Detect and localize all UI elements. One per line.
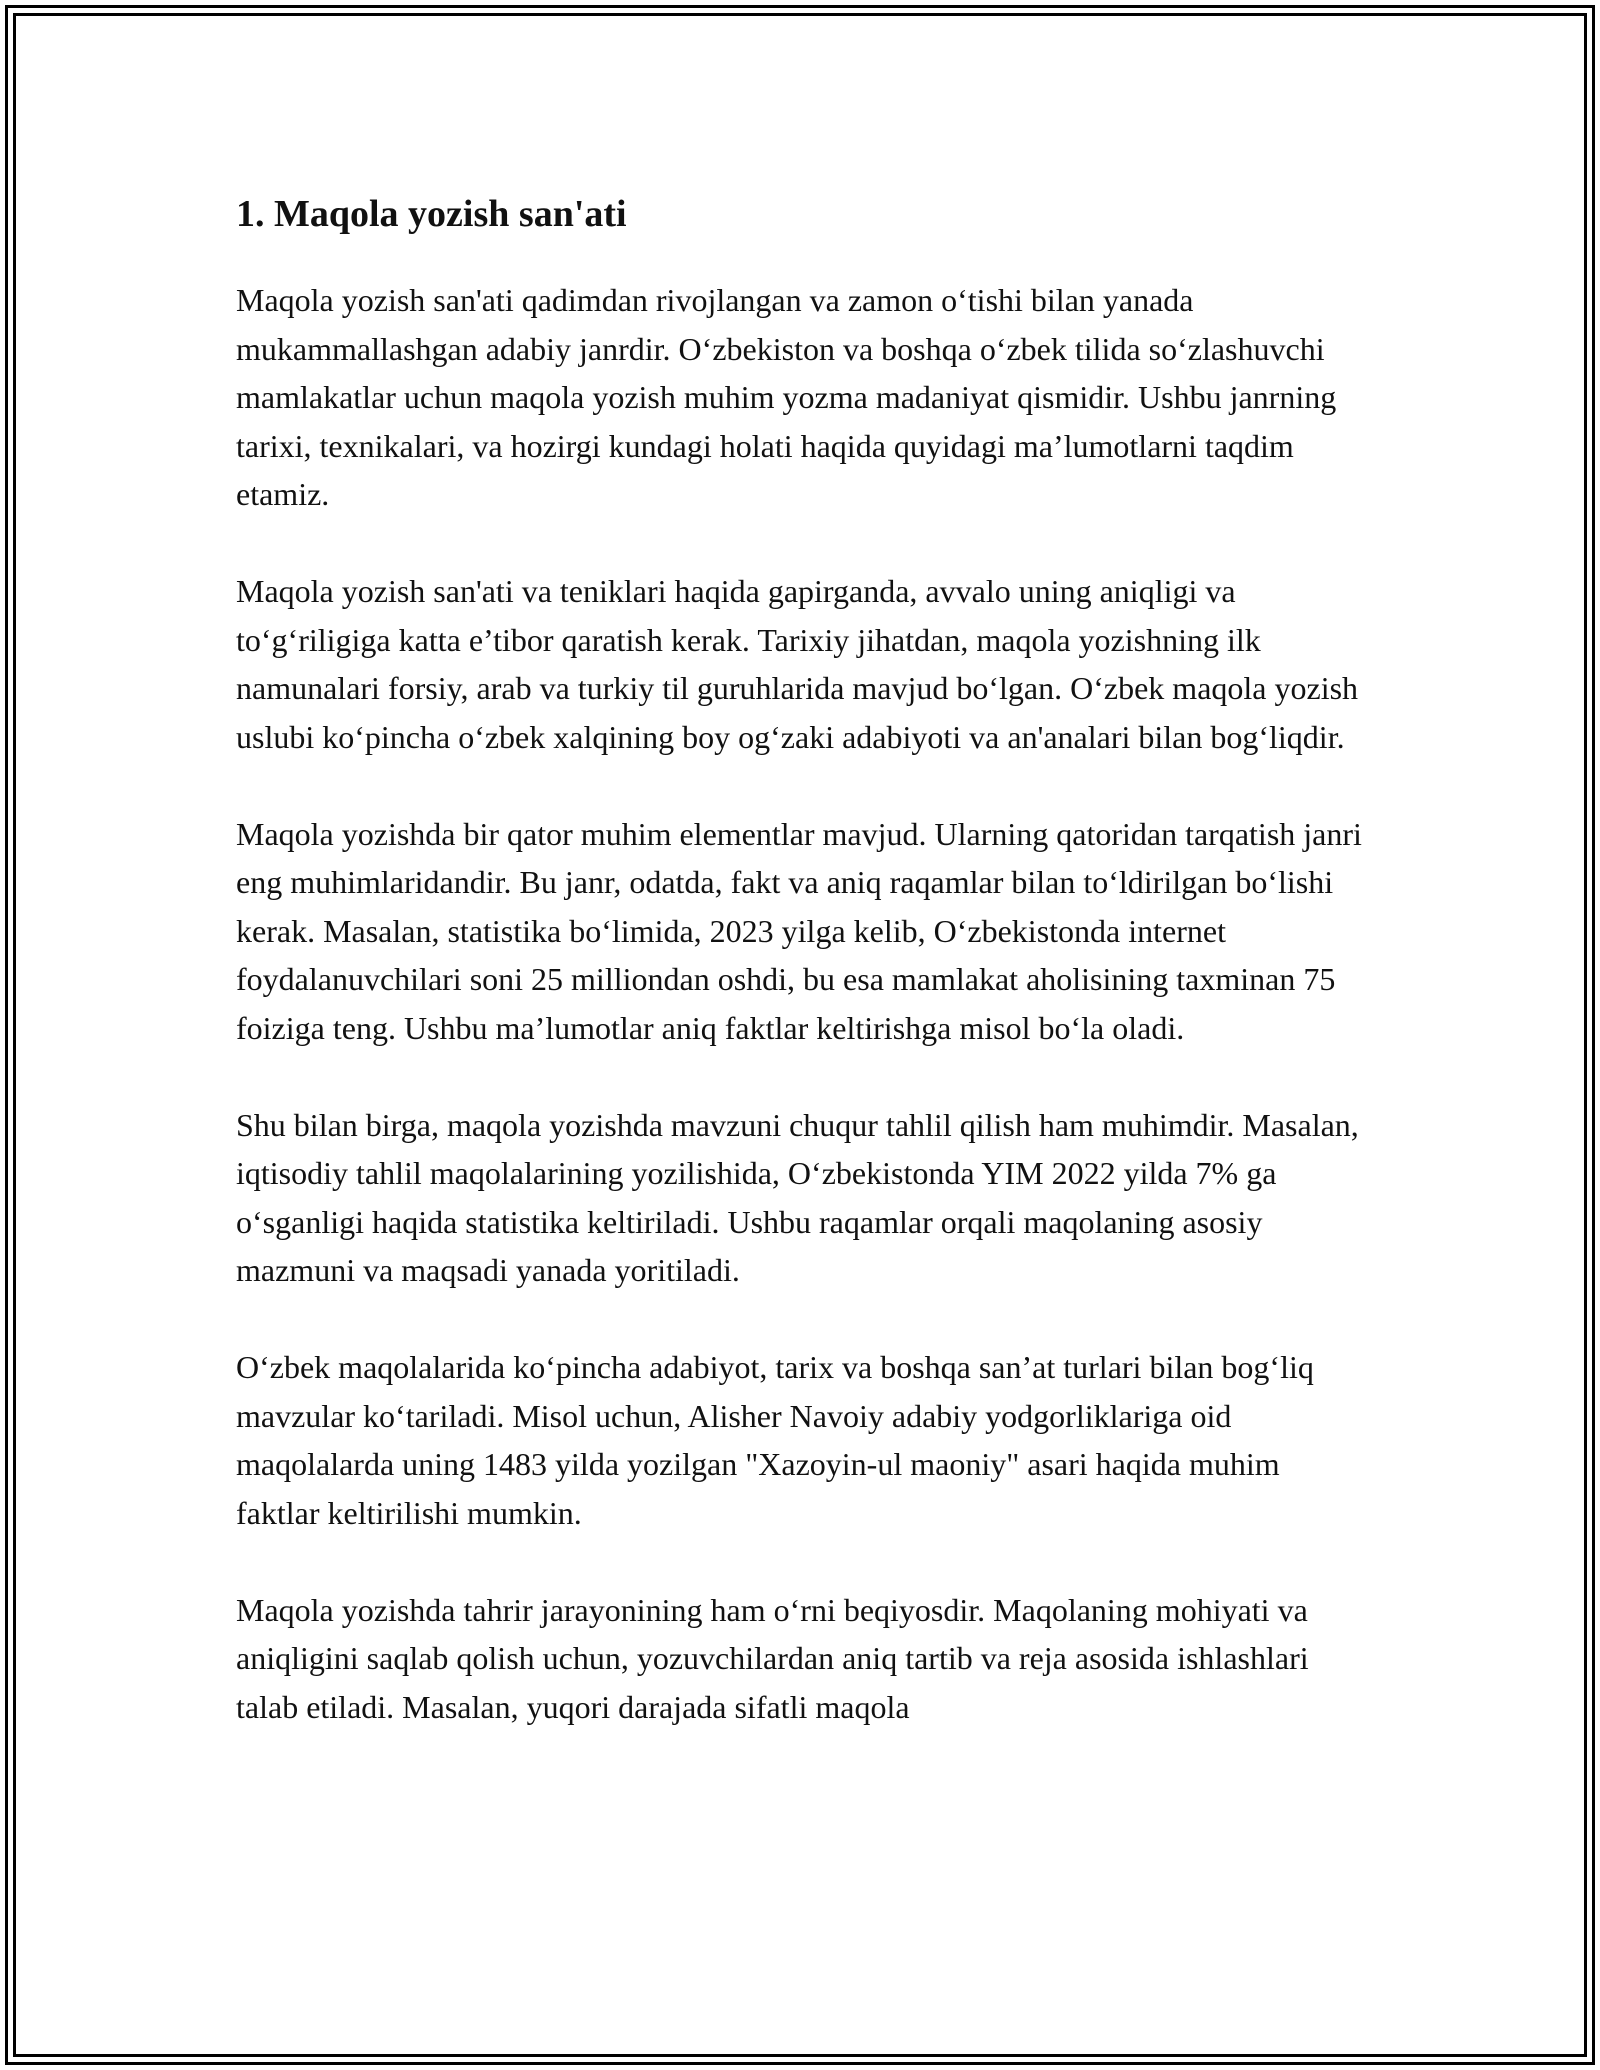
paragraph-topics: O‘zbek maqolalarida ko‘pincha adabiyot, tarix va boshqa san’at turlari bilan bog‘liq mavzular ko‘tariladi. Misol uchun, Alisher Navoiy adabiy yodgorliklariga oid maqolalarda uning 1483 yilda yozilgan "Xazoyin-ul maoniy" asari haqida muhim faktlar keltirilishi mumkin. <box>236 1349 1314 1531</box>
paragraph-analysis: Shu bilan birga, maqola yozishda mavzuni chuqur tahlil qilish ham muhimdir. Masalan, iqtisodiy tahlil maqolalarining yozilishida, O‘zbekistonda YIM 2022 yilda 7% ga o‘sganligi haqida statistika keltiriladi. Ushbu raqamlar orqali maqolaning asosiy mazmuni va maqsadi yanada yoritiladi. <box>236 1106 1359 1288</box>
paragraph-history: Maqola yozish san'ati va teniklari haqida gapirganda, avvalo uning aniqligi va to‘g‘riligiga katta e’tibor qaratish kerak. Tarixiy jihatdan, maqola yozishning ilk namunalari forsiy, arab va turkiy til guruhlarida mavjud bo‘lgan. O‘zbek maqola yozish uslubi ko‘pincha o‘zbek xalqining boy og‘zaki adabiyoti va an'analari bilan bog‘liqdir. <box>236 573 1359 755</box>
paragraph-intro: Maqola yozish san'ati qadimdan rivojlangan va zamon o‘tishi bilan yanada mukammallashgan adabiy janrdir. O‘zbekiston va boshqa o‘zbek tilida so‘zlashuvchi mamlakatlar uchun maqola yozish muhim yozma madaniyat qismidir. Ushbu janrning tarixi, texnikalari, va hozirgi kundagi holati haqida quyidagi ma’lumotlarni taqdim etamiz. <box>236 282 1337 512</box>
paragraph-elements: Maqola yozishda bir qator muhim elementlar mavjud. Ularning qatoridan tarqatish janri eng muhimlaridandir. Bu janr, odatda, fakt va aniq raqamlar bilan to‘ldirilgan bo‘lishi kerak. Masalan, statistika bo‘limida, 2023 yilga kelib, O‘zbekistonda internet foydalanuvchilari soni 25 milliondan oshdi, bu esa mamlakat aholisining taxminan 75 foiziga teng. Ushbu ma’lumotlar aniq faktlar keltirishga misol bo‘la oladi. <box>236 815 1362 1046</box>
paragraph-editing: Maqola yozishda tahrir jarayonining ham o‘rni beqiyosdir. Maqolaning mohiyati va aniqligini saqlab qolish uchun, yozuvchilardan aniq tartib va reja asosida ishlashlari talab etiladi. Masalan, yuqori darajada sifatli maqola <box>236 1591 1309 1725</box>
page-title: 1. Maqola yozish san'ati <box>236 193 627 235</box>
document-body <box>236 188 1366 1731</box>
